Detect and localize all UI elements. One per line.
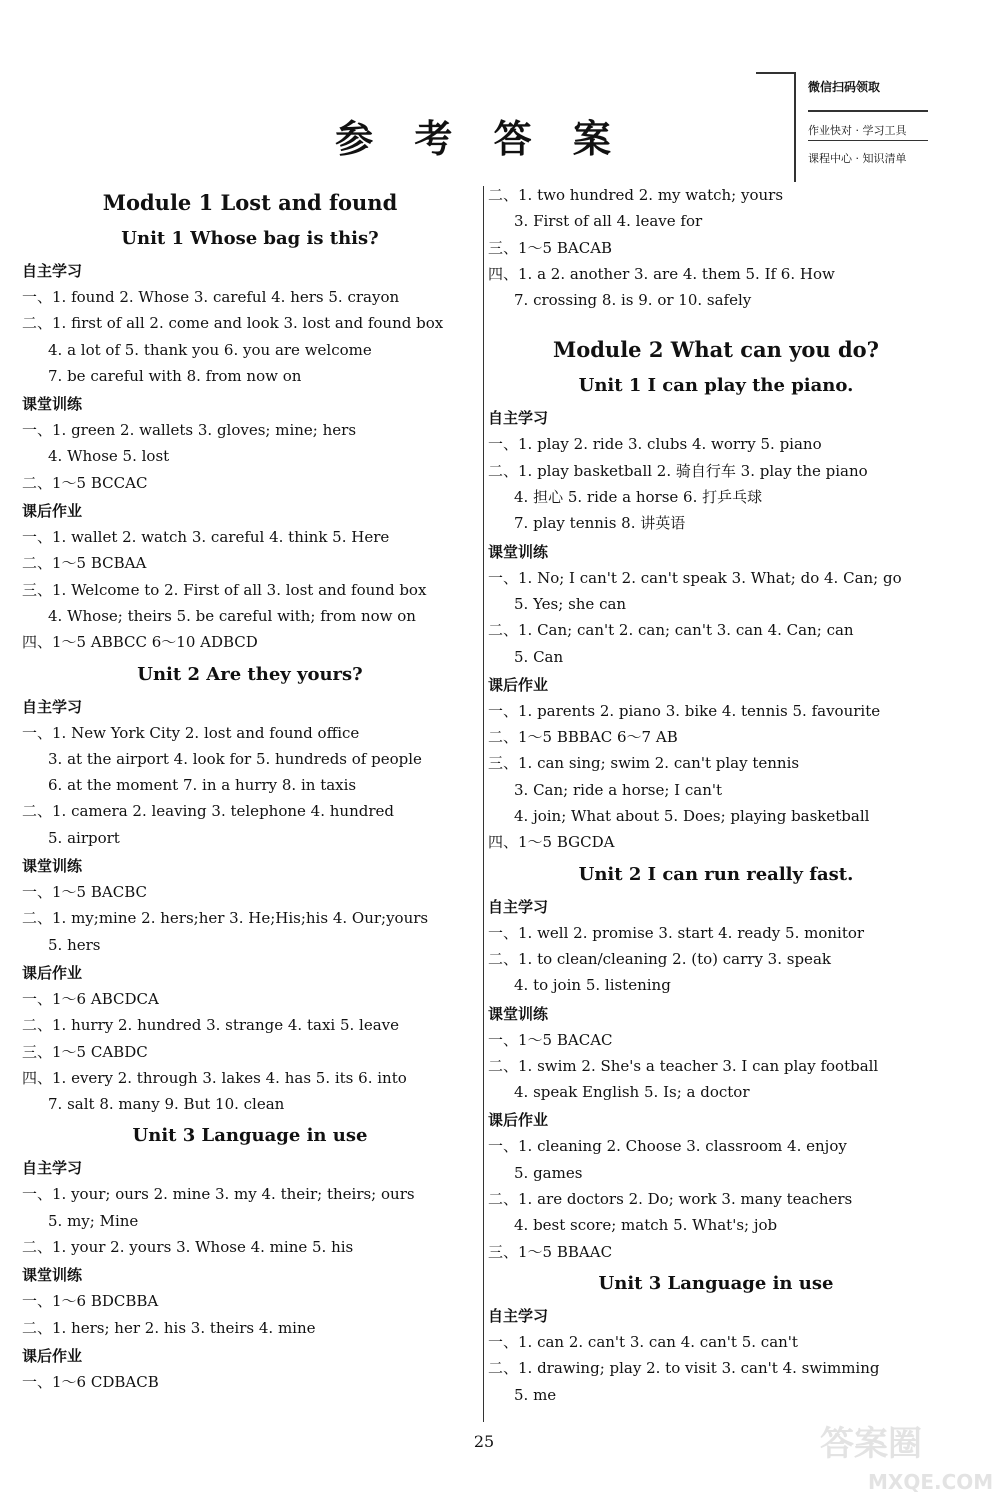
watermark-logo: 答案圈 [820, 1424, 922, 1464]
answer-line: 一、1. can 2. can't 3. can 4. can't 5. can't [488, 1332, 798, 1351]
answer-line: 一、1. No; I can't 2. can't speak 3. What; do 4. Can; go [488, 568, 902, 587]
answer-line: 一、1. found 2. Whose 3. careful 4. hers 5. crayon [22, 288, 400, 306]
section-heading: 课堂训练 [22, 1266, 83, 1285]
answer-line: 5. my; Mine [48, 1211, 139, 1230]
answer-line: 4. Whose; theirs 5. be careful with; from now on [48, 606, 416, 625]
answer-line: 4. speak English 5. Is; a doctor [514, 1083, 750, 1102]
answer-line: 二、1. your 2. yours 3. Whose 4. mine 5. his [22, 1238, 354, 1257]
unit-title: Unit 2 Are they yours? [137, 663, 363, 685]
stamp-line-1: 微信扫码领取 [808, 80, 881, 94]
answer-line: 四、1～5 ABBCC 6～10 ADBCD [22, 633, 258, 652]
answer-line: 二、1. play basketball 2. 骑自行车 3. play the piano [488, 461, 868, 480]
right-column [488, 182, 944, 1408]
answer-line: 四、1. a 2. another 3. are 4. them 5. If 6. How [488, 264, 835, 283]
page-number: 25 [473, 1432, 495, 1451]
section-heading: 课堂训练 [488, 542, 549, 561]
column-divider [483, 186, 484, 1422]
answer-line: 二、1. camera 2. leaving 3. telephone 4. hundred [22, 802, 394, 821]
answer-line: 一、1. New York City 2. lost and found office [22, 723, 360, 742]
section-heading: 自主学习 [488, 1306, 549, 1325]
answer-line: 3. Can; ride a horse; I can't [514, 780, 723, 799]
answer-line: 一、1～5 BACBC [22, 883, 147, 902]
section-heading: 课后作业 [22, 963, 83, 982]
answer-line: 一、1. well 2. promise 3. start 4. ready 5. monitor [488, 923, 865, 942]
answer-line: 一、1. cleaning 2. Choose 3. classroom 4. enjoy [488, 1137, 847, 1156]
watermark-url: MXQE.COM [868, 1470, 994, 1494]
answer-line: 4. 担心 5. ride a horse 6. 打乒乓球 [514, 488, 763, 507]
unit-title: Unit 1 I can play the piano. [578, 375, 854, 397]
answer-line: 二、1. hurry 2. hundred 3. strange 4. taxi 5. leave [22, 1016, 400, 1035]
spacer [488, 313, 944, 329]
stamp-line-2: 作业快对 · 学习工具 [808, 124, 907, 137]
answer-line: 一、1～6 ABCDCA [22, 989, 159, 1008]
module-title: Module 1 Lost and found [102, 190, 398, 215]
answer-line: 4. best score; match 5. What's; job [514, 1216, 778, 1235]
answer-line: 5. me [514, 1385, 557, 1404]
answer-line: 三、1. Welcome to 2. First of all 3. lost and found box [22, 580, 427, 599]
page-title: 参 考 答 案 [335, 117, 625, 161]
answer-line: 7. salt 8. many 9. But 10. clean [48, 1095, 285, 1114]
stamp-divider [808, 110, 928, 112]
section-heading: 自主学习 [22, 1159, 83, 1178]
section-heading: 自主学习 [488, 409, 549, 428]
left-column [22, 182, 478, 1395]
answer-line: 5. hers [48, 935, 101, 954]
answer-line: 三、1～5 BBAAC [488, 1242, 613, 1261]
unit-title: Unit 3 Language in use [132, 1125, 368, 1147]
answer-line: 一、1～6 BDCBBA [22, 1292, 159, 1311]
answer-line: 四、1. every 2. through 3. lakes 4. has 5. its 6. into [22, 1068, 407, 1087]
answer-line: 一、1. your; ours 2. mine 3. my 4. their; theirs; ours [22, 1185, 415, 1204]
answer-line: 二、1. first of all 2. come and look 3. lost and found box [22, 314, 444, 333]
section-heading: 课后作业 [488, 675, 549, 694]
answer-line: 4. join; What about 5. Does; playing basketball [514, 807, 870, 826]
answer-line: 二、1～5 BCBAA [22, 554, 147, 573]
answer-line: 二、1～5 BCCAC [22, 473, 148, 492]
qr-stamp [752, 72, 952, 182]
section-heading: 课堂训练 [488, 1004, 549, 1023]
stamp-divider-2 [808, 140, 928, 141]
answer-line: 二、1. hers; her 2. his 3. theirs 4. mine [22, 1318, 316, 1337]
answer-line: 三、1～5 CABDC [22, 1042, 148, 1061]
answer-line: 二、1. two hundred 2. my watch; yours [488, 186, 784, 204]
answer-line: 二、1～5 BBBAC 6～7 AB [488, 728, 678, 747]
answer-line: 7. crossing 8. is 9. or 10. safely [514, 291, 752, 310]
answer-line: 5. airport [48, 828, 120, 847]
answer-line: 4. a lot of 5. thank you 6. you are welcome [48, 340, 372, 359]
stamp-line-3: 课程中心 · 知识清单 [808, 152, 907, 165]
answer-line: 4. Whose 5. lost [48, 447, 170, 466]
module-title: Module 2 What can you do? [552, 337, 879, 363]
answer-line: 一、1. green 2. wallets 3. gloves; mine; hers [22, 421, 357, 440]
answer-line: 二、1. swim 2. She's a teacher 3. I can play football [488, 1056, 879, 1075]
section-heading: 自主学习 [22, 697, 83, 716]
answer-line: 7. play tennis 8. 讲英语 [514, 514, 686, 533]
section-heading: 课堂训练 [22, 857, 83, 876]
section-heading: 课后作业 [22, 502, 83, 521]
unit-title: Unit 1 Whose bag is this? [121, 228, 379, 249]
section-heading: 自主学习 [22, 262, 83, 280]
answer-line: 3. at the airport 4. look for 5. hundreds of people [48, 749, 422, 768]
answer-line: 6. at the moment 7. in a hurry 8. in taxis [48, 776, 357, 795]
answer-line: 三、1. can sing; swim 2. can't play tennis [488, 754, 800, 773]
answer-line: 三、1～5 BACAB [488, 238, 613, 257]
answer-line: 7. be careful with 8. from now on [48, 366, 302, 385]
answer-line: 二、1. my;mine 2. hers;her 3. He;His;his 4. Our;yours [22, 909, 429, 928]
answer-line: 5. games [514, 1163, 583, 1182]
section-heading: 课后作业 [22, 1346, 83, 1365]
section-heading: 课后作业 [488, 1111, 549, 1130]
answer-line: 一、1～6 CDBACB [22, 1372, 159, 1391]
answer-line: 二、1. drawing; play 2. to visit 3. can't 4. swimming [488, 1359, 880, 1378]
answer-line: 四、1～5 BGCDA [488, 833, 615, 852]
answer-line: 5. Yes; she can [514, 594, 627, 613]
answer-line: 二、1. Can; can't 2. can; can't 3. can 4. Can; can [488, 621, 854, 640]
answer-line: 4. to join 5. listening [514, 976, 671, 995]
answer-line: 二、1. are doctors 2. Do; work 3. many teachers [488, 1190, 853, 1209]
unit-title: Unit 3 Language in use [598, 1272, 834, 1294]
section-heading: 课堂训练 [22, 395, 83, 414]
stamp-bracket [756, 72, 796, 182]
section-heading: 自主学习 [488, 897, 549, 916]
answer-line: 一、1. play 2. ride 3. clubs 4. worry 5. piano [488, 435, 822, 454]
answer-line: 一、1. wallet 2. watch 3. careful 4. think 5. Here [22, 528, 390, 547]
answer-line: 5. Can [514, 647, 564, 666]
answer-line: 一、1～5 BACAC [488, 1030, 613, 1049]
answer-line: 二、1. to clean/cleaning 2. (to) carry 3. speak [488, 949, 831, 968]
unit-title: Unit 2 I can run really fast. [578, 863, 854, 885]
answer-line: 3. First of all 4. leave for [514, 212, 703, 231]
answer-line: 一、1. parents 2. piano 3. bike 4. tennis 5. favourite [488, 701, 881, 720]
